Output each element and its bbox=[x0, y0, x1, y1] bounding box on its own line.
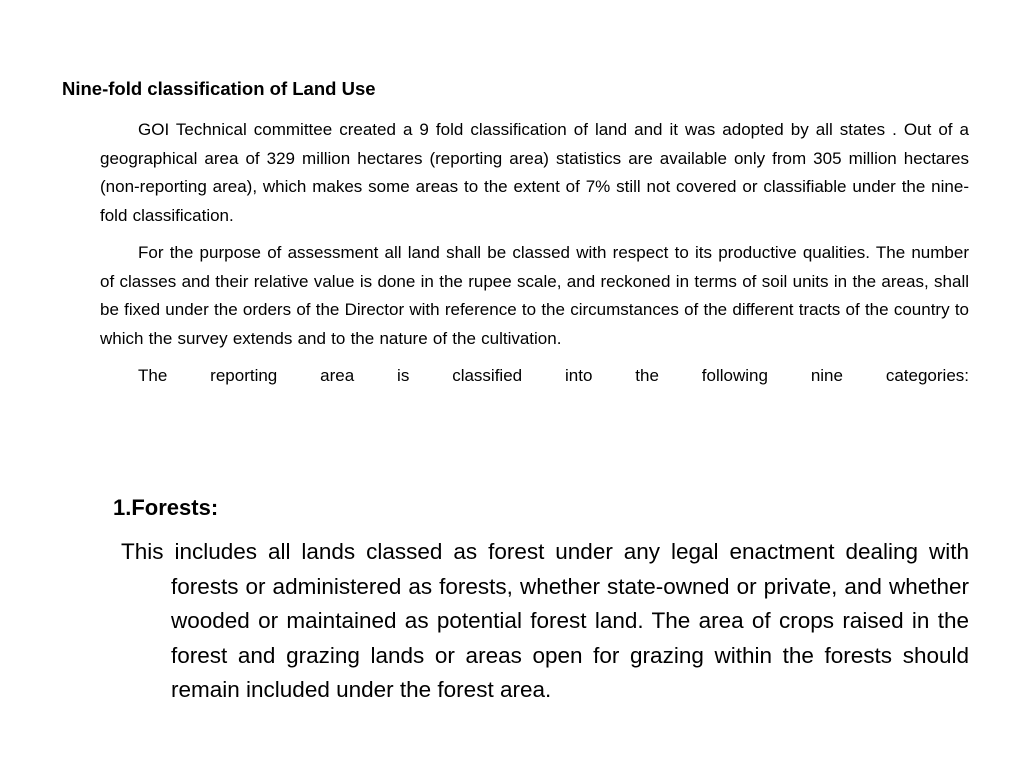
paragraph-committee: GOI Technical committee created a 9 fold classification of land and it was adopted by all states . Out of a geographical area of 329 million hectares (reporting area) statistics are available only from 305 million hectares (non-reporting area), which makes some areas to the extent of 7% still not covered or classifiable under the nine-fold classification. bbox=[100, 120, 969, 225]
paragraph-categories: The reporting area is classified into the following nine categories: bbox=[138, 366, 969, 385]
paragraph-assessment: For the purpose of assessment all land shall be classed with respect to its productive qualities. The number of classes and their relative value is done in the rupee scale, and reckoned in terms of soil units in the areas, shall be fixed under the orders of the Director with reference to the circumstances of the different tracts of the country to which the survey extends and to the nature of the cultivation. bbox=[100, 243, 969, 348]
section-title-forests: 1.Forests: bbox=[113, 495, 219, 520]
page-title: Nine-fold classification of Land Use bbox=[62, 78, 376, 99]
body-text bbox=[100, 116, 969, 391]
section-description-forests: This includes all lands classed as forest under any legal enactment dealing with forests or administered as forests, whether state-owned or private, and whether wooded or maintained as potential forest land. The area of crops raised in the forest and grazing lands or areas open for grazing within the forests should remain included under the forest area. bbox=[121, 539, 969, 702]
